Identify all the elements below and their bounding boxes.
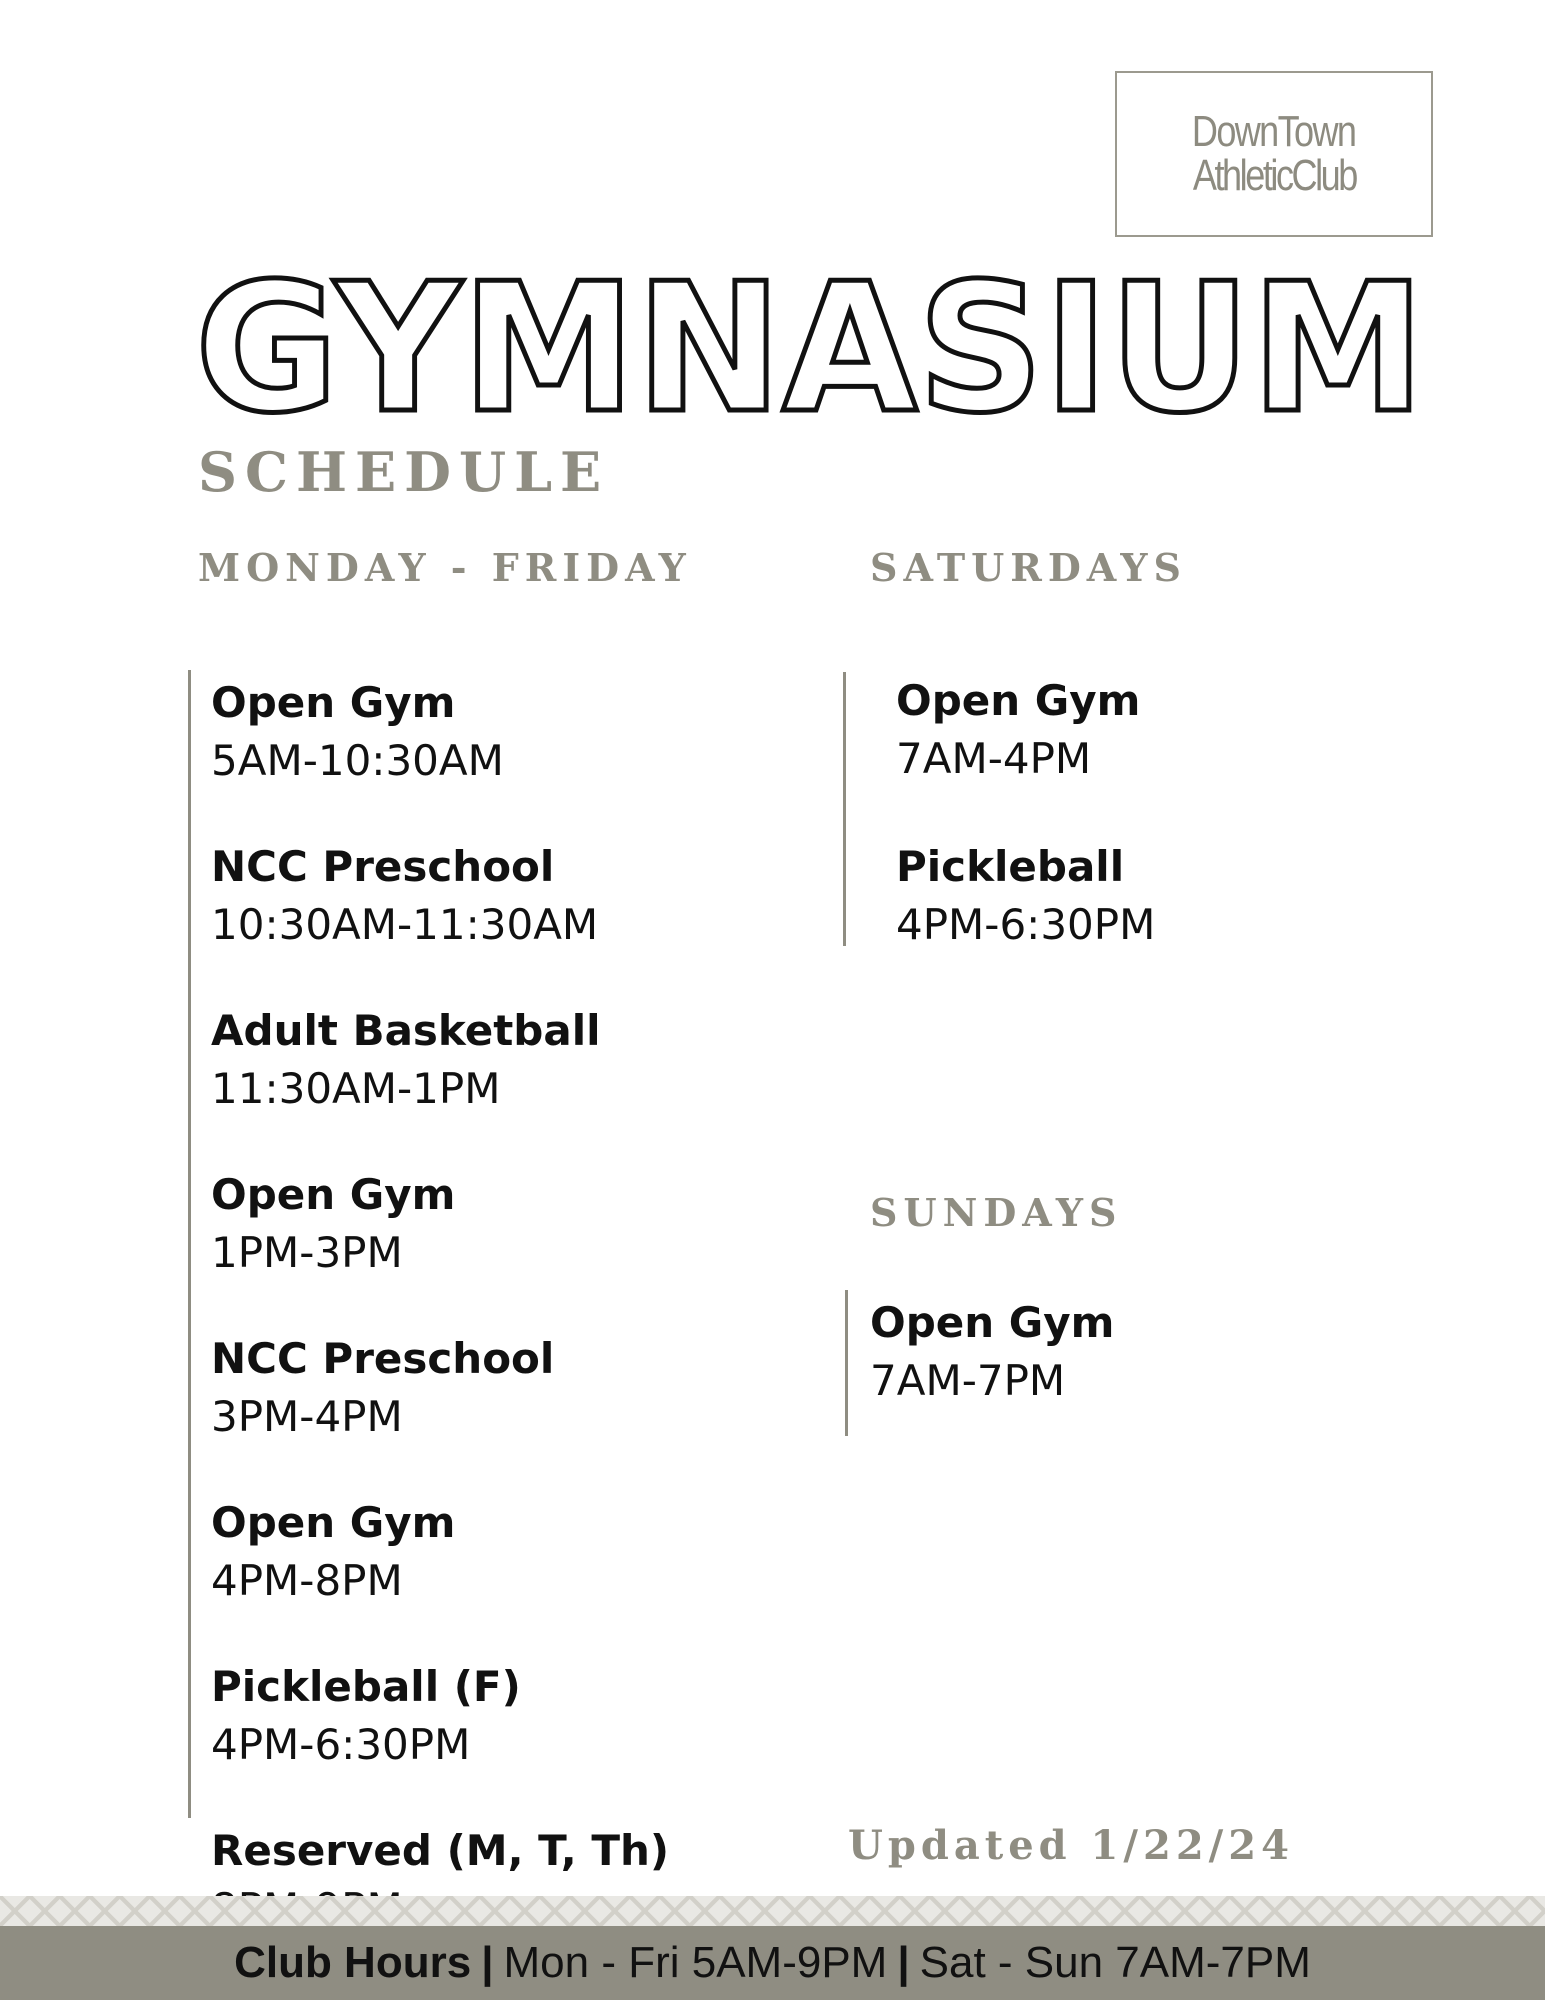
sunday-heading: SUNDAYS: [870, 1190, 1123, 1235]
activity-name: NCC Preschool: [211, 1334, 555, 1383]
schedule-entry: [896, 838, 1155, 954]
schedule-entry: [870, 1294, 1114, 1410]
weekday-heading: MONDAY - FRIDAY: [198, 545, 692, 590]
club-hours-footer: [0, 1926, 1545, 2000]
activity-time: 4PM-6:30PM: [211, 1720, 471, 1769]
activity-time: 5AM-10:30AM: [211, 736, 504, 785]
activity-time: 7AM-7PM: [870, 1356, 1066, 1405]
logo-line-2: AthleticClub: [1192, 151, 1356, 200]
activity-time: 3PM-4PM: [211, 1392, 403, 1441]
activity-name: Pickleball (F): [211, 1662, 521, 1711]
club-logo: [1115, 71, 1433, 237]
page-subtitle: SCHEDULE: [198, 440, 610, 504]
sunday-schedule: [845, 1290, 1114, 1436]
activity-name: NCC Preschool: [211, 842, 555, 891]
activity-name: Open Gym: [211, 1498, 456, 1547]
schedule-entry: [211, 674, 669, 790]
activity-name: Open Gym: [870, 1298, 1115, 1347]
club-hours-label: Club Hours: [234, 1938, 472, 1987]
activity-name: Reserved (M, T, Th): [211, 1826, 670, 1875]
activity-time: 1PM-3PM: [211, 1228, 403, 1277]
activity-time: 10:30AM-11:30AM: [211, 900, 599, 949]
activity-name: Open Gym: [211, 678, 456, 727]
activity-name: Open Gym: [211, 1170, 456, 1219]
weekday-hours: Mon - Fri 5AM-9PM: [503, 1938, 888, 1987]
schedule-entry: [211, 838, 669, 954]
weekend-hours: Sat - Sun 7AM-7PM: [919, 1938, 1311, 1987]
logo-line-1: DownTown: [1192, 107, 1356, 156]
footer-separator: |: [897, 1938, 910, 1987]
schedule-entry: [211, 1166, 669, 1282]
saturday-schedule: [843, 672, 1156, 949]
weekday-schedule: [188, 670, 670, 1875]
activity-time: 7AM-4PM: [896, 734, 1092, 783]
schedule-entry: [211, 1658, 669, 1774]
schedule-entry: [211, 1002, 669, 1118]
saturday-heading: SATURDAYS: [870, 545, 1187, 590]
activity-time: 4PM-8PM: [211, 1556, 403, 1605]
activity-time: 4PM-6:30PM: [896, 900, 1156, 949]
activity-name: Pickleball: [896, 842, 1125, 891]
activity-name: Open Gym: [896, 676, 1141, 725]
footer-separator: |: [481, 1938, 494, 1987]
page-title: [190, 250, 1430, 430]
decorative-pattern-band: [0, 1896, 1545, 1926]
schedule-entry: [211, 1330, 669, 1446]
page-title-text: GYMNASIUM: [195, 250, 1425, 430]
activity-name: Adult Basketball: [211, 1006, 601, 1055]
updated-date: Updated 1/22/24: [848, 1822, 1294, 1869]
activity-time: 11:30AM-1PM: [211, 1064, 501, 1113]
schedule-entry: [896, 672, 1155, 788]
schedule-entry: [211, 1494, 669, 1610]
